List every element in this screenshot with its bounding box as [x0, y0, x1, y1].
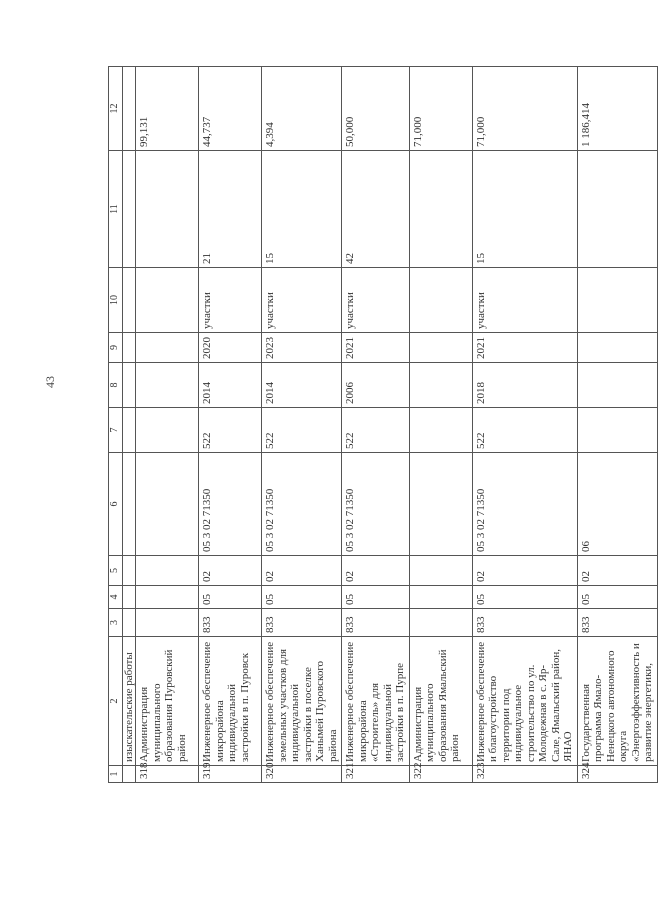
table-cell: 833	[262, 609, 342, 637]
table-cell: 1 186,414	[577, 67, 657, 151]
table-cell: 2020	[199, 333, 262, 363]
table-cell: 2006	[342, 363, 410, 408]
header-cell: 8	[109, 363, 123, 408]
table-cell: 05 3 02 71350	[472, 453, 577, 556]
header-cell: 12	[109, 67, 123, 151]
table-cell: 833	[342, 609, 410, 637]
table-cell: участки	[199, 268, 262, 333]
row-name: Инженерное обеспечение микрорайона индивидуальной застройки в п. Пуровск	[199, 637, 262, 766]
table-cell	[409, 333, 472, 363]
table-cell: 21	[199, 151, 262, 268]
table-cell	[136, 609, 199, 637]
table-cell: 2021	[472, 333, 577, 363]
row-name: Администрация муниципального образования Ямальский район	[409, 637, 472, 766]
table-cell	[136, 268, 199, 333]
table-cell: участки	[262, 268, 342, 333]
table-row	[472, 67, 577, 783]
table-cell	[136, 333, 199, 363]
rotated-table-container	[108, 67, 654, 783]
data-table	[108, 66, 658, 783]
table-row	[262, 67, 342, 783]
header-cell: 5	[109, 556, 123, 586]
table-cell	[136, 586, 199, 609]
table-cell	[577, 333, 657, 363]
table-cell: 833	[472, 609, 577, 637]
table-cell: участки	[342, 268, 410, 333]
continuation-text: изыскательские работы	[122, 637, 136, 766]
table-cell: 522	[199, 408, 262, 453]
header-cell: 2	[109, 637, 123, 766]
row-number: 321	[342, 766, 410, 783]
table-cell	[122, 67, 136, 151]
table-cell	[122, 268, 136, 333]
table-cell: 71,000	[409, 67, 472, 151]
table-cell: 05 3 02 71350	[262, 453, 342, 556]
table-cell	[409, 363, 472, 408]
table-cell: 05	[199, 586, 262, 609]
table-cell: 15	[472, 151, 577, 268]
page-number: 43	[43, 376, 57, 388]
table-cell: 522	[342, 408, 410, 453]
table-row	[409, 67, 472, 783]
table-cell	[409, 609, 472, 637]
table-cell: 05	[472, 586, 577, 609]
table-cell	[409, 453, 472, 556]
table-cell: 05	[577, 586, 657, 609]
table-cell: 2018	[472, 363, 577, 408]
header-cell: 6	[109, 453, 123, 556]
table-row	[199, 67, 262, 783]
table-cell	[122, 453, 136, 556]
table-cell: 05 3 02 71350	[342, 453, 410, 556]
header-cell: 9	[109, 333, 123, 363]
table-cell	[409, 268, 472, 333]
table-cell: 50,000	[342, 67, 410, 151]
table-cell: 99,131	[136, 67, 199, 151]
row-number: 322	[409, 766, 472, 783]
table-cell	[122, 333, 136, 363]
table-cell	[122, 586, 136, 609]
table-cell: 71,000	[472, 67, 577, 151]
table-cell	[409, 586, 472, 609]
table-cell	[136, 363, 199, 408]
row-name: Государственная программа Ямало-Ненецкого автономного округа «Энергоэффективность и развитие энергетики,	[577, 637, 657, 766]
header-cell: 1	[109, 766, 123, 783]
table-cell	[577, 363, 657, 408]
table-cell	[122, 609, 136, 637]
header-cell: 11	[109, 151, 123, 268]
table-cell: 833	[577, 609, 657, 637]
table-cell: 15	[262, 151, 342, 268]
row-number: 320	[262, 766, 342, 783]
header-cell: 4	[109, 586, 123, 609]
table-cell	[409, 151, 472, 268]
table-cell	[409, 408, 472, 453]
continuation-row	[122, 67, 136, 783]
table-cell	[122, 556, 136, 586]
row-name: Инженерное обеспечение микрорайона «Строитель» для индивидуальной застройки в п. Пурпе	[342, 637, 410, 766]
table-row	[342, 67, 410, 783]
table-cell: 2023	[262, 333, 342, 363]
table-cell: 06	[577, 453, 657, 556]
table-cell: 02	[199, 556, 262, 586]
table-cell: 05	[262, 586, 342, 609]
table-cell	[122, 766, 136, 783]
table-cell: 44,737	[199, 67, 262, 151]
row-number: 318	[136, 766, 199, 783]
table-cell: 2014	[262, 363, 342, 408]
table-cell	[122, 151, 136, 268]
table-cell	[136, 408, 199, 453]
table-cell: 2014	[199, 363, 262, 408]
row-name: Инженерное обеспечение и благоустройство территории под индивидуальное строительство по ул. Молодежная в с. Яр-Сале, Ямальский район, ЯНАО	[472, 637, 577, 766]
row-name: Администрация муниципального образования Пуровский район	[136, 637, 199, 766]
table-cell: 05 3 02 71350	[199, 453, 262, 556]
table-cell: 02	[472, 556, 577, 586]
table-cell	[122, 408, 136, 453]
header-cell: 3	[109, 609, 123, 637]
header-cell: 10	[109, 268, 123, 333]
table-cell: 833	[199, 609, 262, 637]
table-cell	[136, 556, 199, 586]
table-cell: 4,394	[262, 67, 342, 151]
table-cell	[136, 151, 199, 268]
table-cell: 42	[342, 151, 410, 268]
row-name: Инженерное обеспечение земельных участков для индивидуальной застройки в поселке Ханымей Пуровского района	[262, 637, 342, 766]
header-row	[109, 67, 123, 783]
row-number: 324	[577, 766, 657, 783]
table-cell	[577, 268, 657, 333]
table-cell: 02	[262, 556, 342, 586]
table-cell: 522	[262, 408, 342, 453]
table-cell: 522	[472, 408, 577, 453]
table-row	[577, 67, 657, 783]
table-cell	[122, 363, 136, 408]
row-number: 323	[472, 766, 577, 783]
table-cell: участки	[472, 268, 577, 333]
table-cell: 02	[577, 556, 657, 586]
table-cell	[409, 556, 472, 586]
table-cell	[577, 408, 657, 453]
table-cell	[577, 151, 657, 268]
table-cell	[136, 453, 199, 556]
header-cell: 7	[109, 408, 123, 453]
table-cell: 2021	[342, 333, 410, 363]
table-row	[136, 67, 199, 783]
table-cell: 05	[342, 586, 410, 609]
table-cell: 02	[342, 556, 410, 586]
row-number: 319	[199, 766, 262, 783]
